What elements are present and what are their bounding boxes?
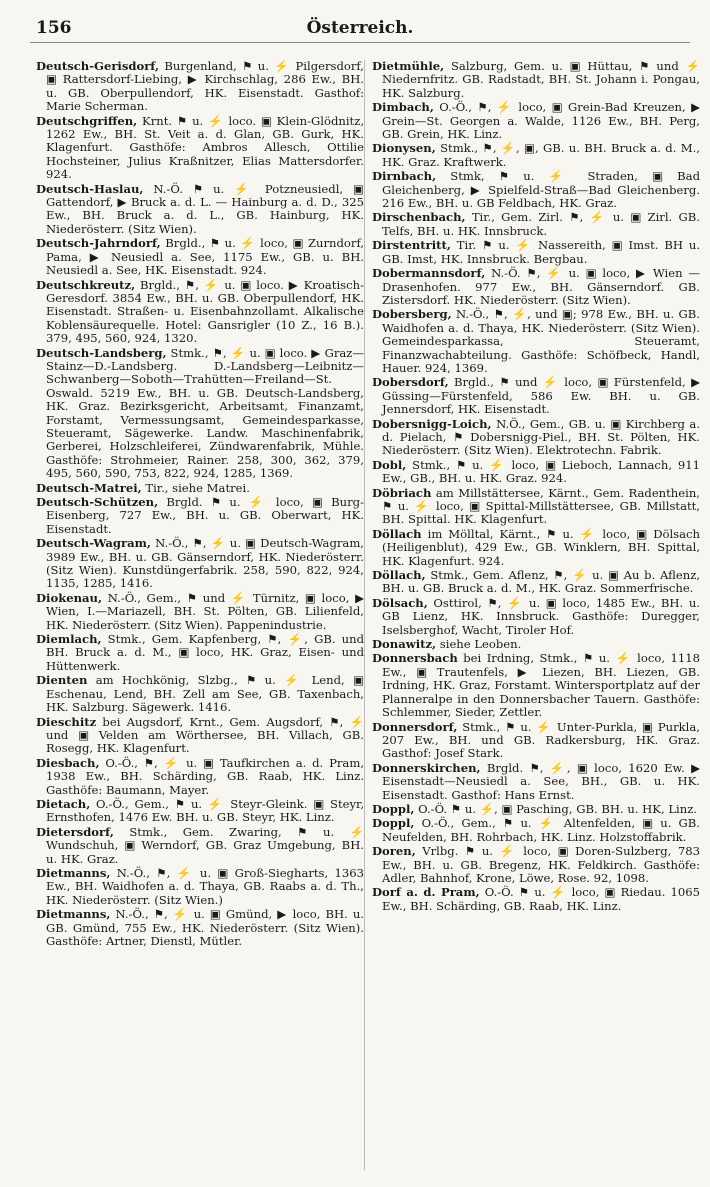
entry-headword: Döbriach bbox=[372, 485, 432, 500]
entry-text: Stmk., Gem. Zwaring, ⚑ u. ⚡ Wundschuh, ▣ Werndorf, GB. Graz Umgebung, BH. u. HK. Graz. bbox=[46, 824, 364, 866]
gazetteer-entry bbox=[372, 845, 700, 885]
gazetteer-entry bbox=[36, 60, 364, 114]
entry-text: am Millstättersee, Kärnt., Gem. Radenthein, ⚑ u. ⚡ loco, ▣ Spittal-Millstättersee, GB. Millstatt, BH. Spittal. HK. Klagenfurt. bbox=[382, 485, 700, 527]
entry-text: N.-Ö., ⚑, ⚡ u. ▣ Deutsch-Wagram, 3989 Ew., BH. u. GB. Gänserndorf, HK. Niederösterr. (Sitz Wien). Kunstdüngerfabrik. 258, 590, 822, 924, 1135, 1285, 1416. bbox=[46, 536, 364, 591]
entry-headword: Dionysen, bbox=[372, 141, 436, 156]
gazetteer-entry bbox=[36, 908, 364, 948]
gazetteer-entry bbox=[36, 633, 364, 673]
entry-headword: Dimbach, bbox=[372, 100, 434, 115]
entry-text: N.-Ö., Gem., ⚑ und ⚡ Türnitz, ▣ loco, ▶ Wien, I.—Mariazell, BH. St. Pölten, GB. Lilienfeld, HK. Niederösterr. (Sitz Wien). Pappenindustrie. bbox=[46, 590, 364, 632]
entry-headword: Dirstentritt, bbox=[372, 238, 451, 253]
gazetteer-entry bbox=[372, 308, 700, 375]
gazetteer-entry bbox=[36, 674, 364, 714]
gazetteer-entry bbox=[36, 237, 364, 277]
entry-text: Brgld., ⚑ und ⚡ loco, ▣ Fürstenfeld, ▶ Güssing—Fürstenfeld, 586 Ew. BH. u. GB. Jennersdorf, HK. Eisenstadt. bbox=[382, 375, 700, 417]
entry-text: Stmk., ⚑, ⚡, ▣, GB. u. BH. Bruck a. d. M., HK. Graz. Kraftwerk. bbox=[382, 141, 700, 169]
entry-text: Stmk., ⚑ u. ⚡ Unter-Purkla, ▣ Purkla, 207 Ew., BH. und GB. Radkersburg, HK. Graz. Gasthof: Josef Stark. bbox=[382, 719, 700, 761]
entry-headword: Diokenau, bbox=[36, 590, 103, 605]
entry-headword: Dietmanns, bbox=[36, 907, 111, 922]
gazetteer-entry bbox=[36, 537, 364, 591]
entry-text: am Hochkönig, Slzbg., ⚑ u. ⚡ Lend, ▣ Eschenau, Lend, BH. Zell am See, GB. Taxenbach, HK. Salzburg. Sägewerk. 1416. bbox=[46, 673, 364, 715]
entry-text: Osttirol, ⚑, ⚡ u. ▣ loco, 1485 Ew., BH. u. GB Lienz, HK. Innsbruck. Gasthöfe: Duregger, Iselsberghof, Wacht, Tiroler Hof. bbox=[382, 595, 700, 637]
entry-text: Brgld., ⚑, ⚡ u. ▣ loco. ▶ Kroatisch-Geresdorf. 3854 Ew., BH. u. GB. Oberpullendorf, HK. Eisenstadt. Straßen- u. Eisenbahnzollamt. Alkalische Koblensäurequelle. Hotel: Gansrigler (10 Z., 16 B.). 379, 495, 560, 924, 1320. bbox=[46, 277, 364, 346]
entry-text: siehe Leoben. bbox=[439, 637, 522, 652]
entry-text: bei Augsdorf, Krnt., Gem. Augsdorf, ⚑, ⚡ und ▣ Velden am Wörthersee, BH. Villach, GB. Rosegg, HK. Klagenfurt. bbox=[46, 714, 364, 756]
entry-text: O.-Ö., ⚑, ⚡ u. ▣ Taufkirchen a. d. Pram, 1938 Ew., BH. Schärding, GB. Raab, HK. Linz. Gasthöfe: Baumann, Mayer. bbox=[46, 755, 364, 797]
entry-text: N.-Ö., ⚑, ⚡ u. ▣ Gmünd, ▶ loco, BH. u. GB. Gmünd, 755 Ew., HK. Niederösterr. (Sitz Wien). Gasthöfe: Artner, Dienstl, Mütler. bbox=[46, 907, 364, 948]
entry-headword: Deutsch-Schützen, bbox=[36, 495, 159, 509]
gazetteer-entry bbox=[372, 528, 700, 568]
gazetteer-entry bbox=[372, 652, 700, 719]
entry-headword: Dobersberg, bbox=[372, 307, 452, 322]
entry-text: Vrlbg. ⚑ u. ⚡ loco, ▣ Doren-Sulzberg, 783 Ew., BH. u. GB. Bregenz, HK. Feldkirch. Gasthöfe: Adler, Bahnhof, Krone, Löwe, Rose. 92, 1098. bbox=[382, 844, 700, 885]
entry-text: Brgld. ⚑ u. ⚡ loco, ▣ Burg-Eisenberg, 727 Ew., BH. u. GB. Oberwart, HK. Eisenstadt. bbox=[46, 495, 364, 536]
entry-headword: Dirschenbach, bbox=[372, 210, 466, 225]
gazetteer-entry bbox=[372, 569, 700, 596]
gazetteer-entry bbox=[372, 267, 700, 307]
gazetteer-entry bbox=[372, 170, 700, 210]
entry-headword: Donnerskirchen, bbox=[372, 760, 481, 775]
entry-headword: Dobl, bbox=[372, 457, 407, 472]
gazetteer-entry bbox=[36, 757, 364, 797]
gazetteer-entry bbox=[372, 803, 700, 816]
entry-headword: Deutschgriffen, bbox=[36, 113, 138, 128]
entry-text: Krnt. ⚑ u. ⚡ loco. ▣ Klein-Glödnitz, 1262 Ew., BH. St. Veit a. d. Glan, GB. Gurk, HK. Klagenfurt. Gasthöfe: Ambros Allesch, Ottilie Hochsteiner, Julius Kraßnitzer, Elias Mattersdorfer. 924. bbox=[46, 113, 364, 182]
gazetteer-entry bbox=[372, 60, 700, 100]
gazetteer-entry bbox=[36, 592, 364, 632]
gazetteer-entry bbox=[372, 459, 700, 486]
gazetteer-entry bbox=[372, 721, 700, 761]
entry-text: O.-Ö. ⚑ u. ⚡ loco, ▣ Riedau. 1065 Ew., BH. Schärding, GB. Raab, HK. Linz. bbox=[382, 885, 700, 913]
entry-headword: Döllach bbox=[372, 526, 422, 541]
entry-text: Brgld., ⚑ u. ⚡ loco, ▣ Zurndorf, Pama, ▶ Neusiedl a. See, 1175 Ew., GB. u. BH. Neusiedl a. See, HK. Eisenstadt. 924. bbox=[46, 236, 364, 278]
entry-text: Brgld. ⚑, ⚡, ▣ loco, 1620 Ew. ▶ Eisenstadt—Neusiedl a. See, BH., GB. u. HK. Eisenstadt. Gasthof: Hans Ernst. bbox=[382, 760, 700, 802]
entry-headword: Deutsch-Matrei, bbox=[36, 480, 142, 495]
entry-text: O.-Ö. ⚑ u. ⚡, ▣ Pasching, GB. BH. u. HK, Linz. bbox=[418, 801, 697, 816]
gazetteer-entry bbox=[36, 716, 364, 756]
entry-text: Tir. ⚑ u. ⚡ Nassereith, ▣ Imst. BH u. GB. Imst, HK. Innsbruck. Bergbau. bbox=[382, 238, 700, 266]
gazetteer-entry bbox=[36, 826, 364, 866]
column-divider bbox=[364, 60, 365, 1170]
entry-headword: Deutsch-Jahrndorf, bbox=[36, 236, 161, 251]
entry-headword: Dieschitz bbox=[36, 714, 97, 729]
running-title: Österreich. bbox=[306, 18, 414, 38]
gazetteer-entry bbox=[372, 376, 700, 416]
entry-text: O.-Ö., ⚑, ⚡ loco, ▣ Grein-Bad Kreuzen, ▶ Grein—St. Georgen a. Walde, 1126 Ew., BH. Perg, GB. Grein, HK. Linz. bbox=[382, 100, 700, 142]
entry-headword: Dölsach, bbox=[372, 595, 428, 610]
entry-headword: Deutsch-Haslau, bbox=[36, 181, 144, 196]
entry-text: N.Ö., Gem., GB. u. ▣ Kirchberg a. d. Pielach, ⚑ Dobersnigg-Piel., BH. St. Pölten, HK. Niederösterr. (Sitz Wien). Elektrotechn. Fabrik. bbox=[382, 416, 700, 458]
gazetteer-entry bbox=[372, 487, 700, 527]
entry-headword: Diesbach, bbox=[36, 755, 100, 770]
entry-text: O.-Ö., Gem., ⚑ u. ⚡ Altenfelden, ▣ u. GB. Neufelden, BH. Rohrbach, HK. Linz. Holzstoffabrik. bbox=[382, 816, 700, 844]
entry-text: Stmk., Gem. Aflenz, ⚑, ⚡ u. ▣ Au b. Aflenz, BH. u. GB. Bruck a. d. M., HK. Graz. Sommerfrische. bbox=[382, 568, 700, 596]
page-number: 156 bbox=[36, 18, 72, 38]
entry-headword: Dorf a. d. Pram, bbox=[372, 885, 480, 900]
entry-text: Salzburg, Gem. u. ▣ Hüttau, ⚑ und ⚡ Niedernfritz. GB. Radstadt, BH. St. Johann i. Pongau, HK. Salzburg. bbox=[382, 60, 700, 100]
entry-text: Stmk, ⚑ u. ⚡ Straden, ▣ Bad Gleichenberg, ▶ Spielfeld-Straß—Bad Gleichenberg. 216 Ew., BH. u. GB Feldbach, HK. Graz. bbox=[382, 169, 700, 211]
entry-headword: Dietersdorf, bbox=[36, 824, 114, 839]
entry-headword: Dobersdorf, bbox=[372, 375, 449, 390]
entry-text: Burgenland, ⚑ u. ⚡ Pilgersdorf, ▣ Rattersdorf-Liebing, ▶ Kirchschlag, 286 Ew., BH. u. GB. Oberpullendorf, HK. Eisenstadt. Gasthof: Marie Scherman. bbox=[46, 60, 364, 114]
entry-headword: Dobermannsdorf, bbox=[372, 266, 486, 281]
gazetteer-entry bbox=[372, 886, 700, 913]
page-header bbox=[30, 18, 690, 43]
entry-text: bei Irdning, Stmk., ⚑ u. ⚡ loco, 1118 Ew., ▣ Trautenfels, ▶ Liezen, BH. Liezen, GB. Irdning, HK. Graz, Forstamt. Wintersportplatz auf der Planneralpe in den Donnersbacher Tauern. Gasthöfe: Schlemmer, Sieder, Zettler. bbox=[382, 651, 700, 720]
gazetteer-entry bbox=[36, 115, 364, 182]
entry-headword: Dietmühle, bbox=[372, 60, 445, 73]
gazetteer-entry bbox=[372, 418, 700, 458]
entry-headword: Doppl, bbox=[372, 801, 415, 816]
entry-headword: Donnersbach bbox=[372, 651, 458, 666]
right-column bbox=[372, 60, 700, 1175]
entry-text: Stmk., ⚑ u. ⚡ loco, ▣ Lieboch, Lannach, 911 Ew., GB., BH. u. HK. Graz. 924. bbox=[382, 457, 700, 486]
entry-headword: Deutsch-Wagram, bbox=[36, 536, 151, 551]
gazetteer-entry bbox=[372, 239, 700, 266]
entry-headword: Doren, bbox=[372, 844, 416, 859]
entry-headword: Dietach, bbox=[36, 796, 91, 811]
entry-text: Stmk., ⚑, ⚡ u. ▣ loco. ▶ Graz—Stainz—D.-Landsberg. D.-Landsberg—Leibnitz—Schwanberg—Soboth—Trahütten—Freiland—St. Oswald. 5219 Ew., BH. u. GB. Deutsch-Landsberg, HK. Graz. Bezirksgericht, Arbeitsamt, Finanzamt, Forstamt, Vermessungsamt, Gemeindesparkasse, Steueramt, Sägewerke. Landw. Maschinenfabrik, Gerberei, Holzschleiferei, Zündwarenfabrik, Mühle. Gasthöfe: Strohmeier, Rainer. 258, 300, 362, 379, 495, 560, 590, 753, 822, 924, 1285, 1369. bbox=[46, 345, 364, 481]
entry-headword: Dietmanns, bbox=[36, 865, 111, 880]
gazetteer-entry bbox=[36, 183, 364, 237]
entry-text: Tir., siehe Matrei. bbox=[145, 480, 250, 495]
entry-headword: Donawitz, bbox=[372, 637, 437, 652]
gazetteer-entry bbox=[372, 142, 700, 169]
entry-headword: Deutschkreutz, bbox=[36, 277, 136, 292]
gazetteer-entry bbox=[372, 101, 700, 141]
entry-headword: Deutsch-Gerisdorf, bbox=[36, 60, 160, 73]
entry-headword: Dobersnigg-Loich, bbox=[372, 416, 492, 431]
gazetteer-entry bbox=[36, 798, 364, 825]
gazetteer-entry bbox=[372, 211, 700, 238]
left-column bbox=[36, 60, 364, 1175]
entry-text: N.-Ö., ⚑, ⚡ u. ▣ Groß-Siegharts, 1363 Ew., BH. Waidhofen a. d. Thaya, GB. Raabs a. d. Th., HK. Niederösterr. (Sitz Wien.) bbox=[46, 865, 364, 907]
gazetteer-entry bbox=[36, 867, 364, 907]
entry-text: Tir., Gem. Zirl. ⚑, ⚡ u. ▣ Zirl. GB. Telfs, BH. u. HK. Innsbruck. bbox=[382, 210, 700, 238]
gazetteer-entry bbox=[372, 762, 700, 802]
entry-text: N.-Ö., ⚑, ⚡, und ▣; 978 Ew., BH. u. GB. Waidhofen a. d. Thaya, HK. Niederösterr. (Sitz Wien). Gemeindesparkassa, Steueramt, Finanzwachabteilung. Gasthöfe: Schöfbeck, Handl, Hauer. 924, 1369. bbox=[382, 307, 700, 375]
gazetteer-entry bbox=[372, 638, 700, 651]
entry-headword: Dirnbach, bbox=[372, 169, 437, 184]
gazetteer-entry bbox=[372, 597, 700, 637]
entry-headword: Dienten bbox=[36, 673, 88, 688]
gazetteer-entry bbox=[36, 496, 364, 536]
entry-headword: Diemlach, bbox=[36, 632, 102, 647]
entry-headword: Doppl, bbox=[372, 816, 415, 831]
entry-text: N.-Ö. ⚑, ⚡ u. ▣ loco, ▶ Wien — Drasenhofen. 977 Ew., BH. Gänserndorf. GB. Zistersdorf. HK. Niederösterr. (Sitz Wien). bbox=[382, 266, 700, 307]
entry-text: N.-Ö. ⚑ u. ⚡ Potzneusiedl, ▣ Gattendorf, ▶ Bruck a. d. L. — Hainburg a. d. D., 325 Ew., BH. Bruck a. d. L., GB. Hainburg, HK. Niederösterr. (Sitz Wien). bbox=[46, 181, 364, 236]
entry-text: O.-Ö., Gem., ⚑ u. ⚡ Steyr-Gleink. ▣ Steyr, Ernsthofen, 1476 Ew. BH. u. GB. Steyr, HK. Linz. bbox=[46, 796, 364, 825]
gazetteer-entry bbox=[36, 482, 364, 495]
entry-headword: Donnersdorf, bbox=[372, 719, 458, 734]
gazetteer-entry bbox=[36, 279, 364, 346]
gazetteer-entry bbox=[372, 817, 700, 844]
gazetteer-entry bbox=[36, 347, 364, 481]
entry-text: im Mölltal, Kärnt., ⚑ u. ⚡ loco, ▣ Dölsach (Heiligenblut), 429 Ew., GB. Winklern, BH. Spittal, HK. Klagenfurt. 924. bbox=[382, 526, 700, 568]
entry-headword: Döllach, bbox=[372, 568, 426, 583]
entry-headword: Deutsch-Landsberg, bbox=[36, 345, 167, 360]
entry-text: Stmk., Gem. Kapfenberg, ⚑, ⚡, GB. und BH. Bruck a. d. M., ▣ loco, HK. Graz, Eisen- und Hüttenwerk. bbox=[46, 632, 364, 673]
